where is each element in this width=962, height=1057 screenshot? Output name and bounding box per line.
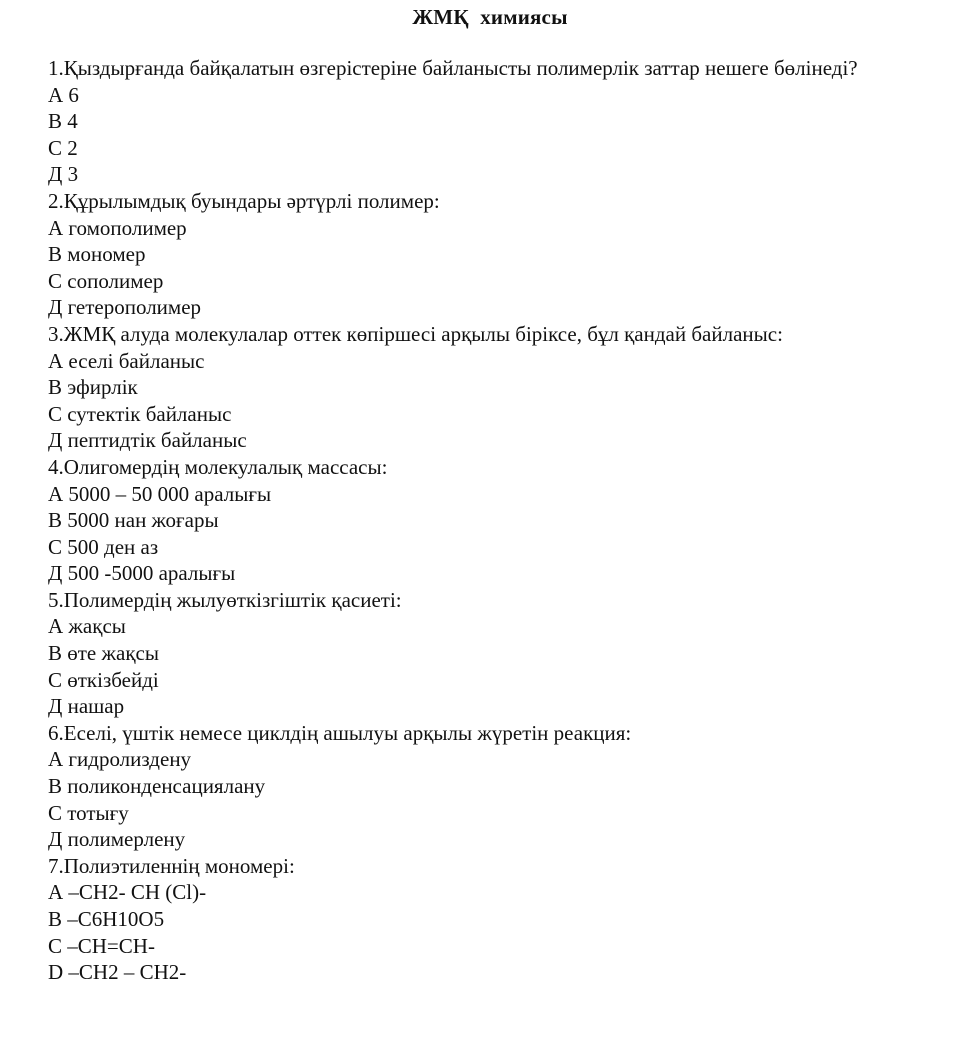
question-2-option-b: В мономер: [48, 242, 146, 267]
question-6-option-b: В поликонденсациялану: [48, 774, 266, 799]
question-1-text: 1.Қыздырғанда байқалатын өзгерістеріне байланысты полимерлік заттар нешеге бөлінеді?: [48, 56, 858, 80]
question-4-option-c: С 500 ден аз: [48, 534, 159, 559]
question-3-option-c: С сутектік байланыс: [48, 401, 232, 426]
question-3-option-a: А еселі байланыс: [48, 348, 205, 373]
question-5-option-c: С өткізбейді: [48, 667, 159, 692]
question-1-option-b: В 4: [48, 109, 78, 134]
question-3-option-b: В эфирлік: [48, 375, 138, 400]
question-6-text: 6.Еселі, үштік немесе циклдің ашылуы арқылы жүретін реакция:: [48, 720, 632, 745]
question-2-option-d: Д гетерополимер: [48, 295, 202, 320]
question-6-option-c: С тотығу: [48, 800, 129, 825]
question-2-option-a: А гомополимер: [48, 215, 187, 240]
question-5-option-a: А жақсы: [48, 614, 126, 639]
question-4-option-a: А 5000 – 50 000 аралығы: [48, 481, 272, 506]
question-1-option-a: А 6: [48, 82, 79, 107]
question-4-text: 4.Олигомердің молекулалық массасы:: [48, 454, 388, 479]
question-6-option-d: Д полимерлену: [48, 827, 186, 852]
question-7-option-c: С –СН=СН-: [48, 933, 155, 958]
question-5-option-b: В өте жақсы: [48, 641, 159, 666]
question-7-option-d: D –CH2 – CH2-: [48, 960, 187, 985]
question-2-text: 2.Құрылымдық буындары әртүрлі полимер:: [48, 188, 440, 213]
question-1-option-d: Д 3: [48, 162, 79, 187]
question-3-text: 3.ЖМҚ алуда молекулалар оттек көпіршесі арқылы біріксе, бұл қандай байланыс:: [48, 321, 783, 346]
question-4-option-d: Д 500 -5000 аралығы: [48, 561, 236, 586]
question-list: [48, 55, 908, 986]
question-5-option-d: Д нашар: [48, 694, 125, 719]
question-5-text: 5.Полимердің жылуөткізгіштік қасиеті:: [48, 587, 402, 612]
question-7-option-b: В –С6Н10О5: [48, 907, 165, 931]
question-2-option-c: С сополимер: [48, 268, 164, 293]
question-7-option-a: А –СН2- СН (Сl)-: [48, 880, 207, 905]
page-title: ЖМҚ химиясы: [412, 5, 568, 29]
question-4-option-b: В 5000 нан жоғары: [48, 508, 219, 533]
question-3-option-d: Д пептидтік байланыс: [48, 428, 247, 453]
question-1-option-c: С 2: [48, 135, 78, 160]
question-7-text: 7.Полиэтиленнің мономері:: [48, 853, 295, 878]
question-6-option-a: А гидролиздену: [48, 747, 192, 772]
